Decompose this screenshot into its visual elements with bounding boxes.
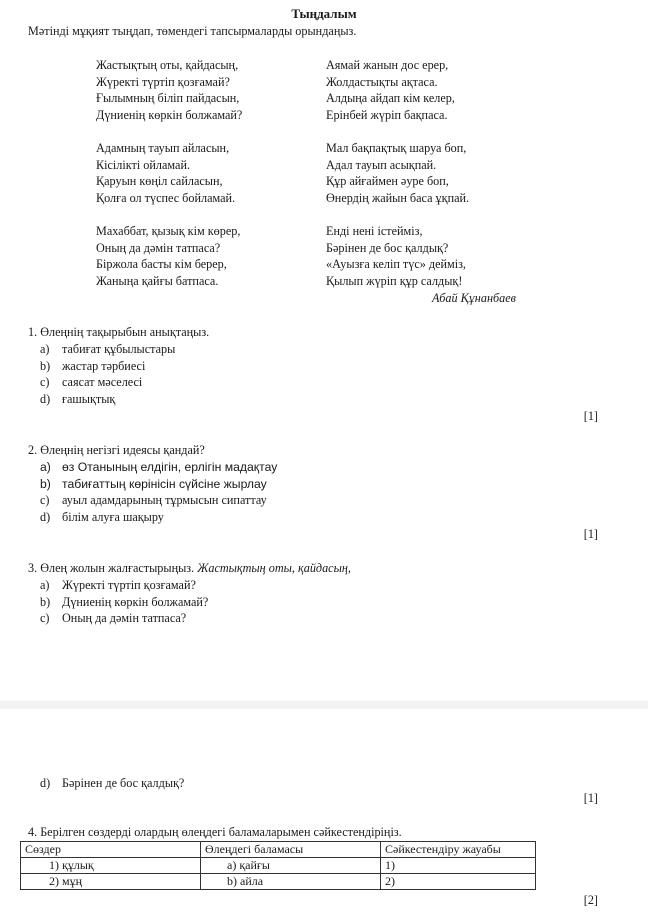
answer-option-d[interactable]: d) білім алуға шақыру: [40, 510, 164, 525]
poem-line: Адамның тауып айласын,: [96, 140, 230, 155]
matching-table: [20, 841, 536, 890]
score-mark: [1]: [583, 791, 598, 805]
table-header: Өлеңдегі баламасы: [201, 842, 381, 858]
poem-line: Жолдастықты ақтаса.: [326, 74, 438, 89]
answer-option-a[interactable]: a) табиғат құбылыстары: [40, 341, 176, 356]
table-header-row: [21, 842, 536, 858]
poem-line: Ғылымның біліп пайдасын,: [96, 91, 240, 106]
poem-line: Жастықтың оты, қайдасың,: [96, 58, 239, 72]
poem-line: Өнердің жайын баса ұқпай.: [326, 190, 470, 205]
poem-line: Адал тауып асықпай.: [326, 157, 437, 172]
table-header: Сөздер: [21, 842, 201, 858]
poem-line: Алдыңа айдап кім келер,: [326, 91, 455, 106]
poem-line: Аямай жанын дос ерер,: [326, 58, 449, 72]
score-mark: [1]: [583, 409, 598, 423]
poem-line: Құр айғаймен әуре боп,: [326, 174, 449, 189]
instruction-text: Мәтінді мұқият тыңдап, төмендегі тапсырмаларды орындаңыз.: [28, 24, 357, 38]
answer-option-c[interactable]: c) ауыл адамдарының тұрмысын сипаттау: [40, 493, 267, 508]
equivalent-cell: b) айла: [201, 874, 381, 890]
question-1: [28, 324, 209, 408]
answer-cell[interactable]: 1): [381, 858, 536, 874]
poem-line: Қылып жүріп құр салдық!: [326, 273, 463, 288]
question-text: 3. Өлең жолын жалғастырыңыз. Жастықтың оты, қайдасың,: [28, 561, 351, 575]
table-row: [21, 874, 536, 890]
table-header: Сәйкестендіру жауабы: [381, 842, 536, 858]
question-2: [28, 442, 277, 526]
answer-cell[interactable]: 2): [381, 874, 536, 890]
poem-line: Қолға ол түспес бойламай.: [96, 190, 236, 205]
poem-right-column: [326, 57, 469, 289]
question-3-continued: [28, 775, 184, 792]
answer-option-c[interactable]: c) саясат мәселесі: [40, 375, 143, 390]
poem-line: Біржола басты кім берер,: [96, 257, 227, 272]
poem-line: Оның да дәмін татпаса?: [96, 240, 221, 255]
question-4-text: 4. Берілген сөздерді олардың өлеңдегі баламаларымен сәйкестендіріңіз.: [28, 825, 402, 839]
answer-option-c[interactable]: c) Оның да дәмін татпаса?: [40, 611, 187, 626]
poem-line: Қаруын көңіл сайласын,: [96, 174, 223, 189]
poem-left-column: [96, 57, 242, 289]
poem-line: «Ауызға келіп түс» дейміз,: [326, 257, 466, 272]
word-cell: 1) құлық: [21, 858, 201, 874]
question-prompt: Жастықтың оты, қайдасың,: [197, 561, 351, 575]
answer-option-b[interactable]: b) табиғаттың көрінісін сүйсіне жырлау: [40, 476, 267, 491]
question-text: 1. Өлеңнің тақырыбын анықтаңыз.: [28, 325, 210, 339]
answer-option-a[interactable]: a) Жүректі түртіп қозғамай?: [40, 577, 196, 592]
question-3: [28, 560, 351, 627]
word-cell: 2) мұң: [21, 874, 201, 890]
score-mark: [1]: [583, 527, 598, 541]
poem-line: Дүниенің көркін болжамай?: [96, 107, 243, 122]
answer-option-d[interactable]: d) ғашықтық: [40, 392, 116, 407]
poem-line: Жаныңа қайғы батпаса.: [96, 273, 219, 288]
poem-line: Енді нені істейміз,: [326, 223, 423, 238]
answer-option-d[interactable]: d) Бәрінен де бос қалдық?: [40, 776, 185, 790]
poem-line: Ерінбей жүріп бақпаса.: [326, 107, 448, 122]
page-break: [0, 701, 648, 709]
equivalent-cell: a) қайғы: [201, 858, 381, 874]
score-mark: [2]: [583, 893, 598, 907]
poem-line: Мал бақпақтық шаруа боп,: [326, 140, 467, 155]
answer-option-b[interactable]: b) Дүниенің көркін болжамай?: [40, 594, 209, 609]
poem-author: Абай Құнанбаев: [432, 291, 516, 305]
question-text: 2. Өлеңнің негізгі идеясы қандай?: [28, 443, 205, 457]
poem-line: Кісілікті ойламай.: [96, 157, 191, 172]
page-title: Тыңдалым: [291, 6, 357, 21]
poem-line: Бәрінен де бос қалдық?: [326, 240, 449, 255]
poem-line: Махаббат, қызық кім көрер,: [96, 223, 241, 238]
answer-option-b[interactable]: b) жастар тәрбиесі: [40, 358, 146, 373]
poem-line: Жүректі түртіп қозғамай?: [96, 74, 230, 89]
table-row: [21, 858, 536, 874]
answer-option-a[interactable]: a) өз Отанының елдігін, ерлігін мадақтау: [40, 459, 278, 474]
